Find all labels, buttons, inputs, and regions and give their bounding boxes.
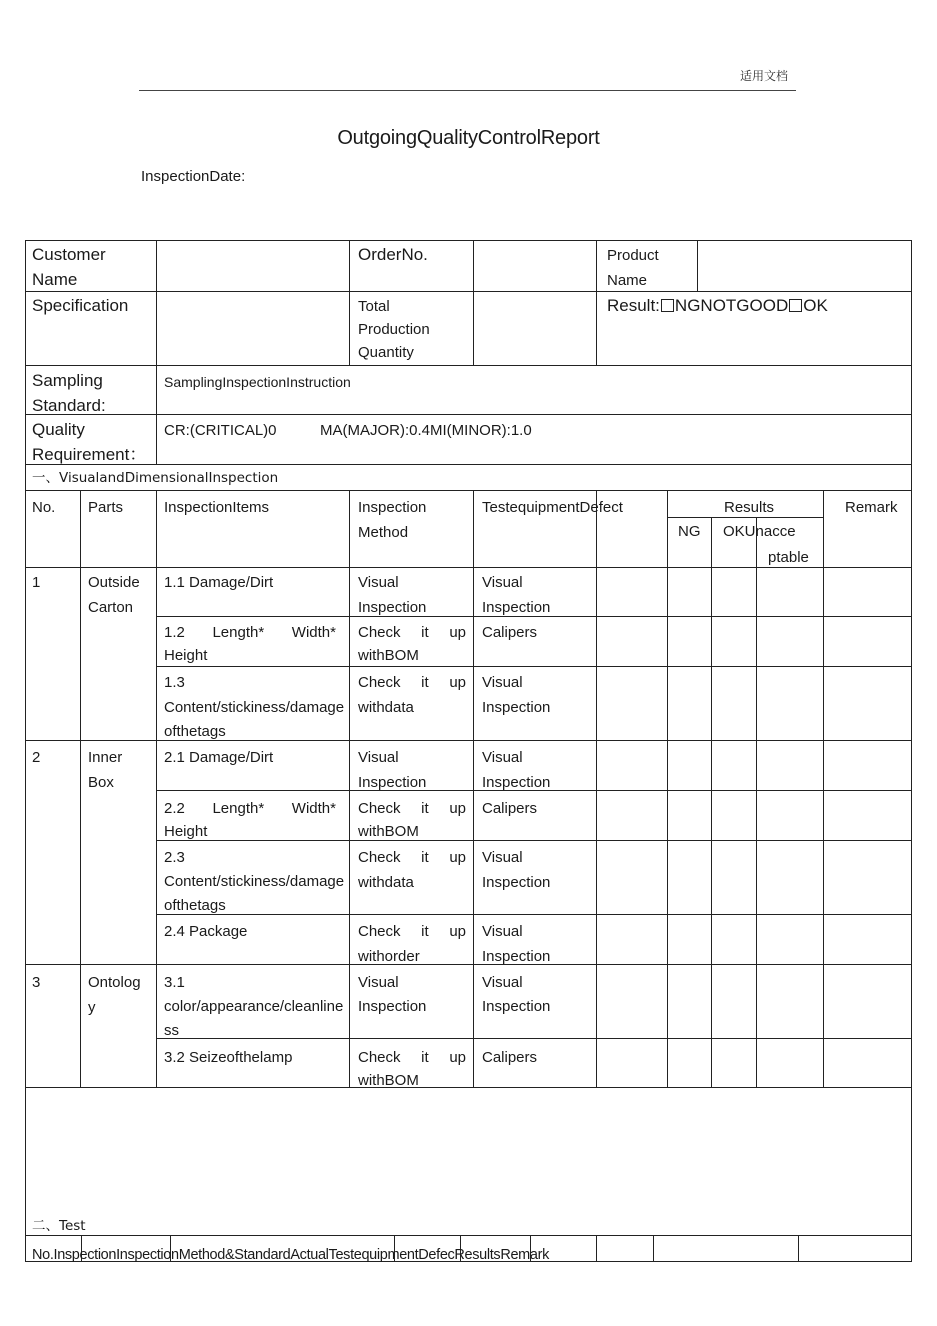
test-equipment: Calipers — [482, 800, 538, 817]
col-header-no: No. — [32, 499, 56, 516]
col-divider — [823, 490, 824, 1087]
test-equipment: Calipers — [482, 624, 538, 641]
col-divider — [653, 1235, 654, 1262]
quality-cr-value: CR:(CRITICAL)0 — [164, 422, 277, 439]
quality-ma-mi-value: MA(MAJOR):0.4MI(MINOR):1.0 — [320, 422, 532, 439]
section2-header-row: No.InspectionInspectionMethod&StandardActualTestequipmentDefecResultsRemark — [32, 1247, 549, 1263]
col-divider — [756, 517, 757, 1087]
test-equipment: Visual Inspection — [482, 674, 551, 716]
inspection-method: Check it up withBOM — [358, 624, 466, 664]
ng-checkbox[interactable] — [661, 299, 674, 312]
order-no-label: OrderNo. — [358, 245, 428, 264]
inspection-method: Visual Inspection — [358, 574, 427, 616]
col-header-parts: Parts — [88, 499, 124, 516]
header-rule — [139, 90, 796, 91]
group-parts: Outside Carton — [88, 574, 140, 616]
col-divider — [697, 240, 698, 291]
col-header-equipment-defect: TestequipmentDefect — [482, 499, 623, 516]
sampling-standard-label: Sampling Standard: — [32, 371, 106, 415]
inspection-method: Check it up withBOM — [358, 800, 466, 840]
col-header-ptable: ptable — [768, 549, 809, 566]
quality-requirement-label: Quality Requirement： — [32, 420, 147, 464]
row-divider — [25, 964, 912, 965]
report-title: OutgoingQualityControlReport — [337, 127, 600, 149]
col-header-results: Results — [724, 499, 775, 516]
test-equipment: Visual Inspection — [482, 849, 551, 891]
inspection-method: Visual Inspection — [358, 749, 427, 791]
sampling-standard-value: SamplingInspectionInstruction — [164, 374, 351, 390]
ok-checkbox[interactable] — [789, 299, 802, 312]
inspection-method: Check it up withBOM — [358, 1049, 466, 1089]
col-header-method: Inspection Method — [358, 499, 427, 541]
row-divider — [25, 414, 912, 415]
col-divider — [349, 240, 350, 365]
test-equipment: Visual Inspection — [482, 923, 551, 965]
inspection-method: Check it up withdata — [358, 674, 466, 716]
inspection-item: 2.2 Length* Width* Height — [164, 800, 336, 840]
inspection-date-label: InspectionDate: — [141, 168, 246, 185]
inspection-method: Check it up withdata — [358, 849, 466, 891]
row-divider — [25, 1087, 912, 1088]
col-header-items: InspectionItems — [164, 499, 270, 516]
col-divider — [711, 517, 712, 1087]
row-divider — [25, 1235, 912, 1236]
customer-name-label: Customer Name — [32, 245, 106, 289]
row-divider — [25, 365, 912, 366]
col-header-ok-unacceptable: OKUnacce — [723, 523, 796, 540]
col-divider — [156, 490, 157, 1087]
row-divider — [25, 291, 912, 292]
product-name-label: Product Name — [607, 247, 659, 289]
inspection-item: 2.4 Package — [164, 923, 248, 940]
inspection-item: 1.3 Content/stickiness/damage ofthetags — [164, 674, 345, 740]
test-equipment: Visual Inspection — [482, 974, 551, 1015]
group-no: 3 — [32, 974, 41, 991]
inspection-item: 2.1 Damage/Dirt — [164, 749, 274, 766]
inspection-item: 3.1 color/appearance/cleanline ss — [164, 974, 344, 1039]
result-prefix: Result: — [607, 296, 660, 315]
inspection-item: 1.1 Damage/Dirt — [164, 574, 274, 591]
total-quantity-label: Total Production Quantity — [358, 298, 430, 361]
result-ok-label: OK — [803, 296, 828, 315]
group-parts: Ontolog y — [88, 974, 141, 1016]
inspection-item: 3.2 Seizeofthelamp — [164, 1049, 293, 1066]
col-divider — [596, 1235, 597, 1262]
result-field — [607, 294, 828, 319]
row-divider — [25, 740, 912, 741]
result-ng-label: NGNOTGOOD — [674, 296, 789, 315]
test-equipment: Visual Inspection — [482, 574, 551, 616]
col-divider — [349, 490, 350, 1087]
col-divider — [473, 240, 474, 365]
specification-label: Specification — [32, 296, 129, 315]
group-parts: Inner Box — [88, 749, 123, 791]
inspection-item: 1.2 Length* Width* Height — [164, 624, 336, 664]
col-divider — [156, 240, 157, 465]
group-no: 1 — [32, 574, 41, 591]
test-equipment: Visual Inspection — [482, 749, 551, 791]
test-equipment: Calipers — [482, 1049, 538, 1066]
inspection-method: Check it up withorder — [358, 923, 466, 965]
col-divider — [667, 490, 668, 1087]
col-header-ng: NG — [678, 523, 701, 540]
section2-title: 二、Test — [32, 1218, 86, 1234]
inspection-item: 2.3 Content/stickiness/damage ofthetags — [164, 849, 345, 914]
section1-title: 一、VisualandDimensionalInspection — [32, 470, 279, 486]
col-divider — [798, 1235, 799, 1262]
col-header-remark: Remark — [845, 499, 898, 516]
col-divider — [473, 490, 474, 1087]
col-divider — [80, 490, 81, 1087]
col-divider — [596, 240, 597, 365]
row-divider — [25, 464, 912, 465]
group-no: 2 — [32, 749, 41, 766]
col-divider — [596, 490, 597, 1087]
report-table — [25, 240, 912, 1262]
inspection-method: Visual Inspection — [358, 974, 427, 1015]
header-note: 适用文档 — [740, 69, 789, 83]
